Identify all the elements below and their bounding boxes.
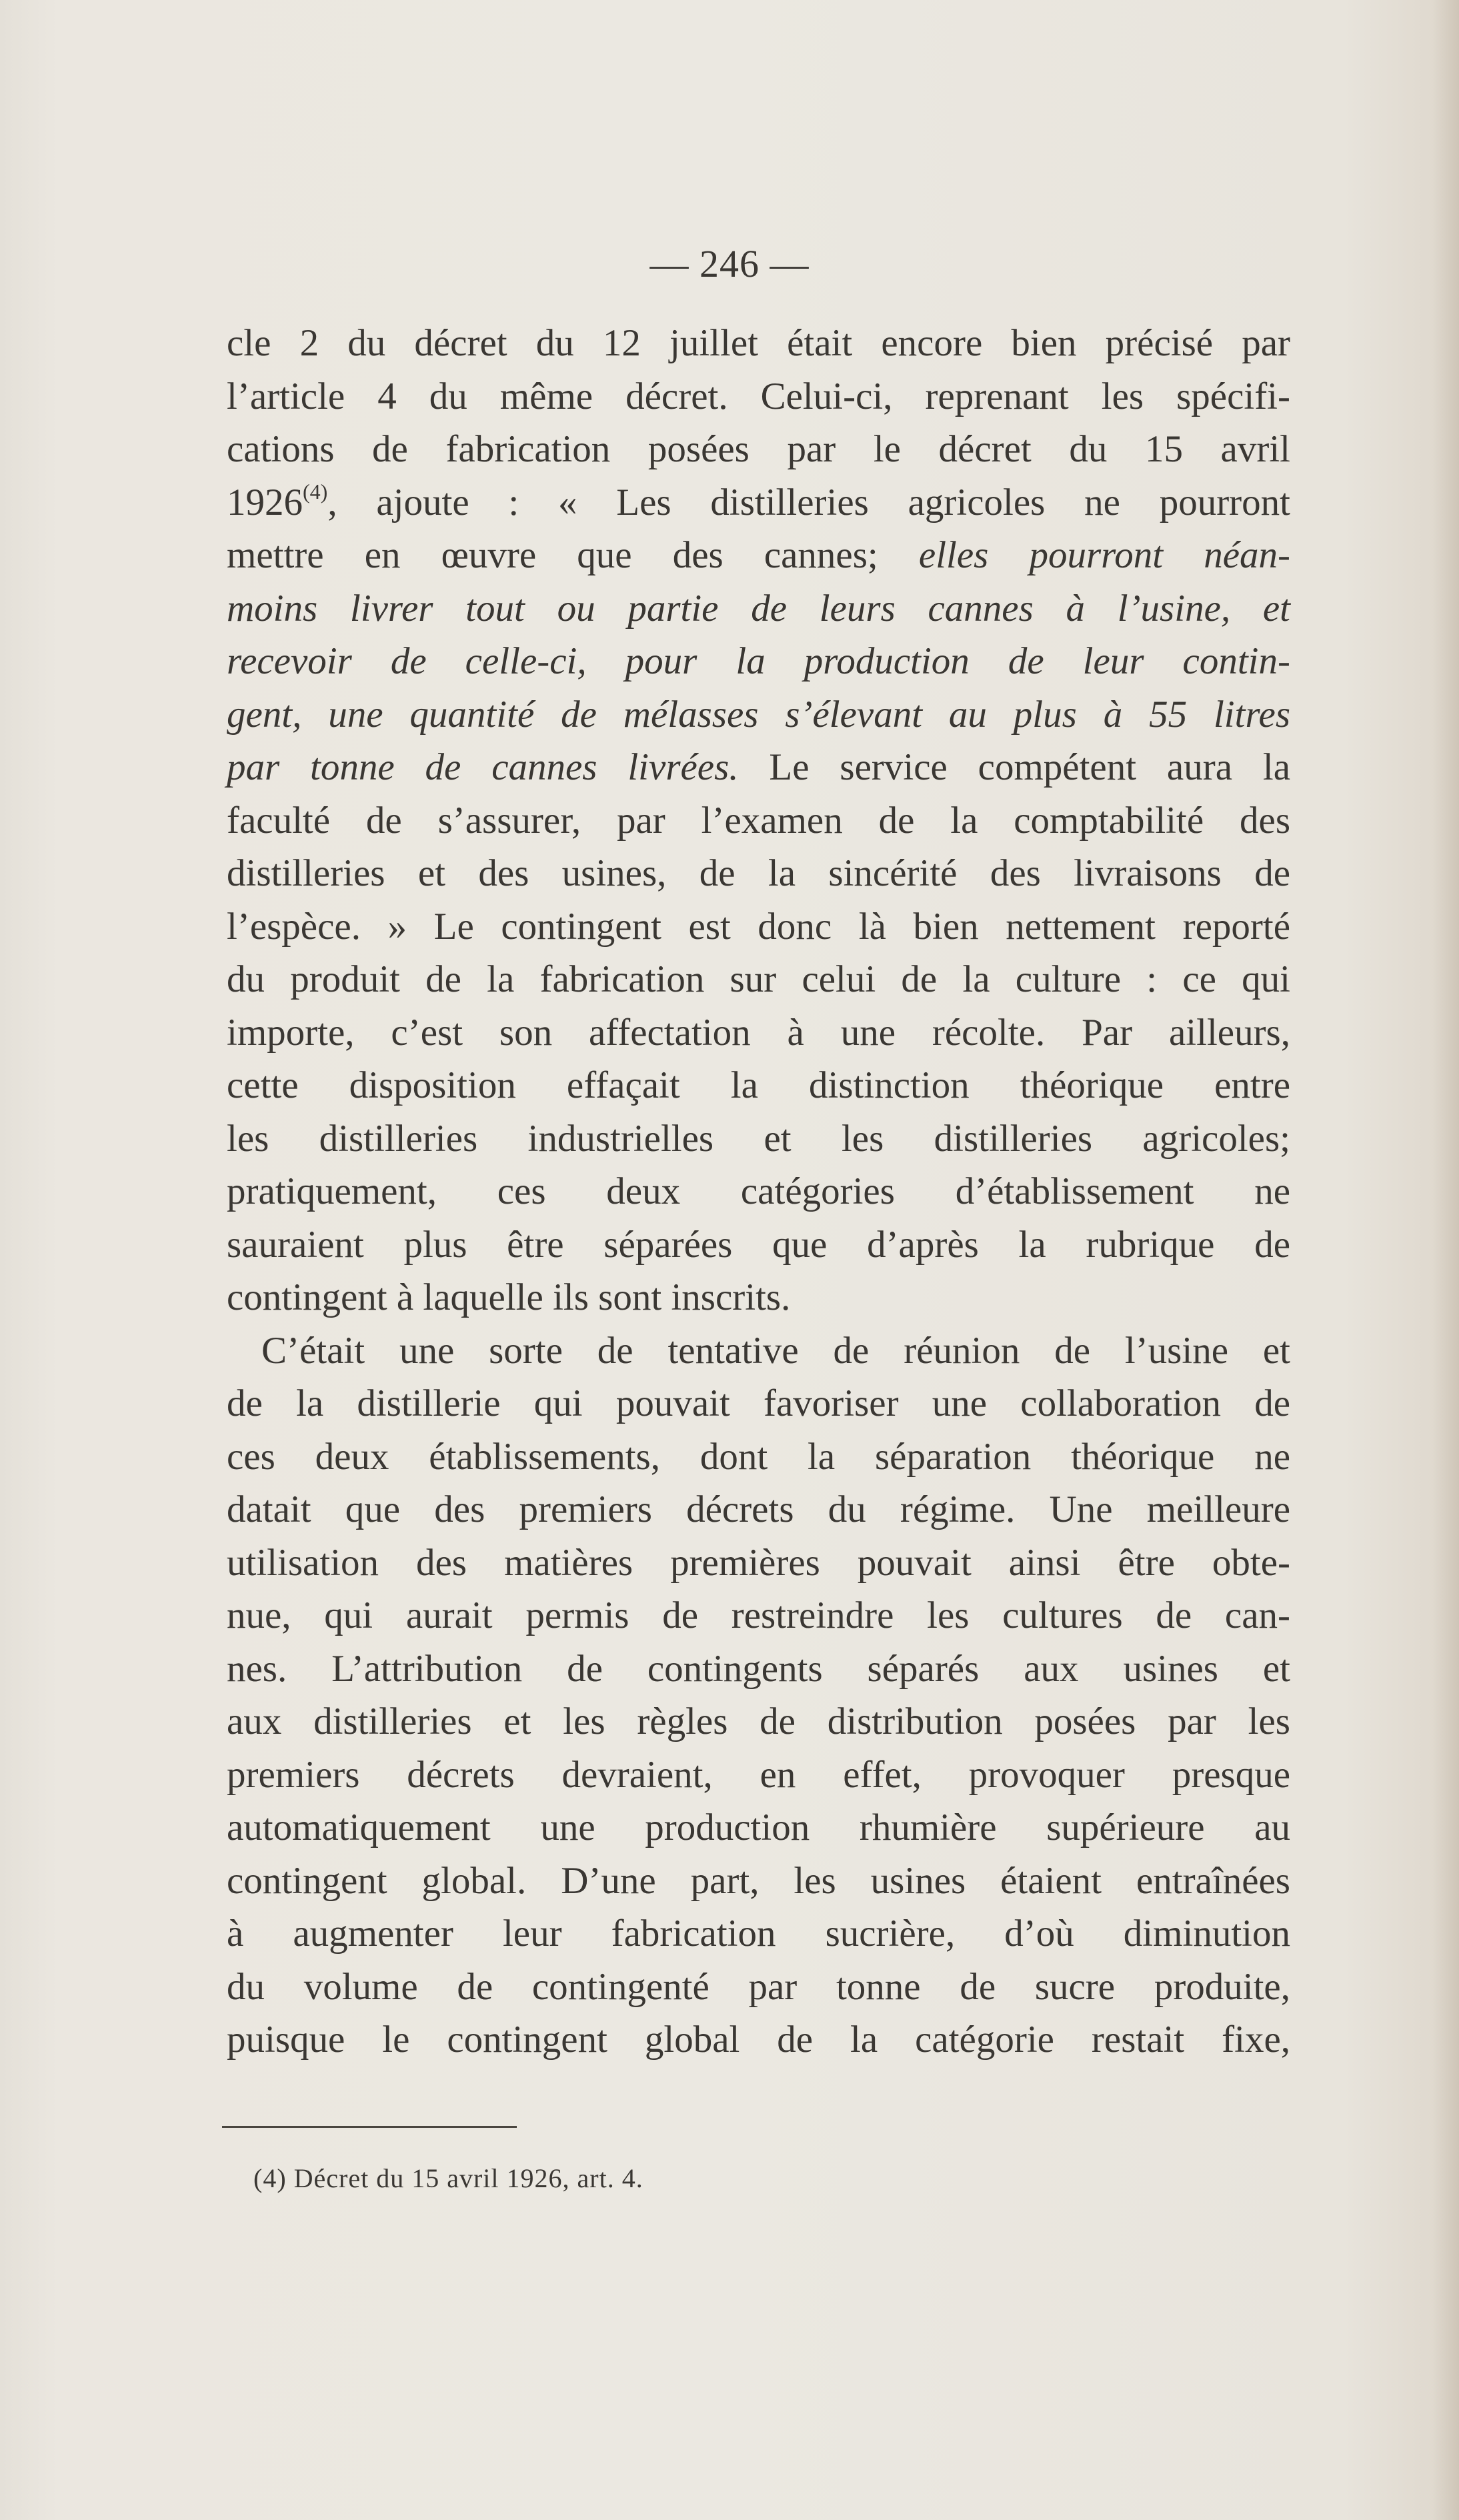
footnote: (4) Décret du 15 avril 1926, art. 4. [253, 2163, 643, 2193]
text-line-4: 1926$^{(4)}$, ajoute : « Les distilleries agricoles ne pourront [227, 479, 1290, 523]
text-line-26: nes. L’attribution de contingents séparés aux usines et [227, 1647, 1290, 1690]
text-line-8: gent, une quantité de mélasses s’élevant au plus à 55 litres [227, 693, 1290, 736]
text-line-15: cette disposition effaçait la distinction théorique entre [227, 1064, 1290, 1106]
text-line-5: mettre en œuvre que des cannes; elles pourront néan- [227, 534, 1290, 576]
text-line-19: contingent à laquelle ils sont inscrits. [227, 1276, 791, 1318]
text-line-27: aux distilleries et les règles de distribution posées par les [227, 1700, 1290, 1742]
text-line-23: datait que des premiers décrets du régime. Une meilleure [227, 1488, 1290, 1530]
text-line-33: puisque le contingent global de la catégorie restait fixe, [227, 2019, 1290, 2061]
text-line-18: sauraient plus être séparées que d’après la rubrique de [227, 1223, 1290, 1266]
text-line-24: utilisation des matières premières pouvait ainsi être obte- [227, 1541, 1290, 1584]
text-line-9: par tonne de cannes livrées. Le service compétent aura la [227, 746, 1290, 788]
page-edge-shadow [1432, 0, 1459, 2520]
page-number: — 246 — [649, 242, 810, 285]
text-line-28: premiers décrets devraient, en effet, provoquer presque [227, 1753, 1290, 1796]
text-line-30: contingent global. D’une part, les usines étaient entraînées [227, 1859, 1290, 1902]
text-line-12: l’espèce. » Le contingent est donc là bien nettement reporté [227, 905, 1290, 948]
text-line-2: l’article 4 du même décret. Celui-ci, reprenant les spécifi- [227, 375, 1290, 417]
text-line-32: du volume de contingenté par tonne de sucre produite, [227, 1965, 1290, 2008]
text-line-13: du produit de la fabrication sur celui de la culture : ce qui [227, 958, 1290, 1000]
text-line-25: nue, qui aurait permis de restreindre les cultures de can- [227, 1594, 1290, 1636]
footnote-divider [222, 2126, 517, 2128]
text-line-20: C’était une sorte de tentative de réunion de l’usine et [261, 1329, 1290, 1372]
text-line-21: de la distillerie qui pouvait favoriser une collaboration de [227, 1382, 1290, 1424]
text-line-22: ces deux établissements, dont la séparation théorique ne [227, 1435, 1290, 1478]
text-line-17: pratiquement, ces deux catégories d’établissement ne [227, 1170, 1290, 1212]
text-line-11: distilleries et des usines, de la sincérité des livraisons de [227, 852, 1290, 894]
text-line-16: les distilleries industrielles et les distilleries agricoles; [227, 1117, 1290, 1160]
text-line-10: faculté de s’assurer, par l’examen de la comptabilité des [227, 799, 1290, 842]
text-line-29: automatiquement une production rhumière supérieure au [227, 1806, 1290, 1848]
text-line-1: cle 2 du décret du 12 juillet était encore bien précisé par [227, 322, 1290, 364]
body-text [227, 317, 1290, 2067]
text-line-3: cations de fabrication posées par le décret du 15 avril [227, 428, 1290, 470]
text-line-31: à augmenter leur fabrication sucrière, d’où diminution [227, 1913, 1290, 1955]
text-line-6: moins livrer tout ou partie de leurs cannes à l’usine, et [227, 587, 1290, 629]
text-line-7: recevoir de celle-ci, pour la production de leur contin- [227, 640, 1290, 682]
text-line-14: importe, c’est son affectation à une récolte. Par ailleurs, [227, 1011, 1290, 1054]
footnote-reference: (4) [303, 479, 328, 503]
